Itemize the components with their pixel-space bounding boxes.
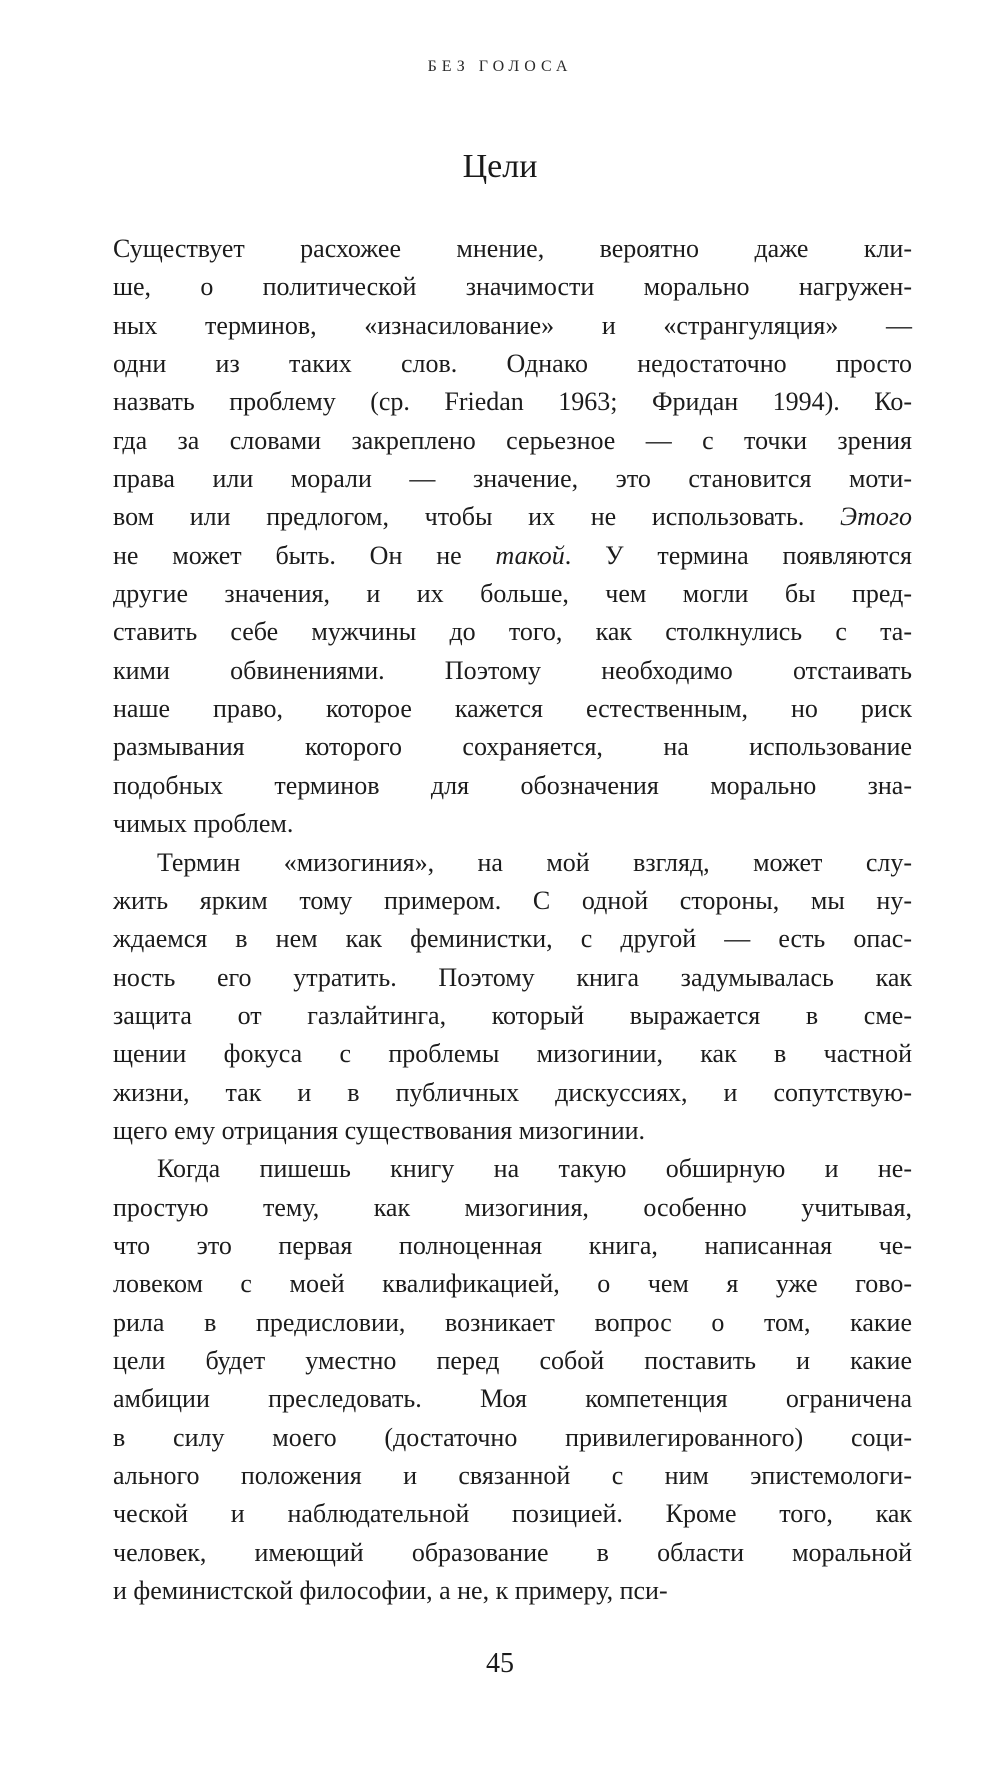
text-line-content: Когда пишешь книгу на такую обширную и не- — [157, 1154, 912, 1184]
text-line — [0, 728, 1000, 766]
text-line — [0, 383, 1000, 421]
text-line — [0, 1419, 1000, 1457]
text-line — [0, 844, 1000, 882]
text-line-content: защита от газлайтинга, который выражается в сме- — [113, 1000, 912, 1030]
text-line — [0, 920, 1000, 958]
text-line — [0, 1534, 1000, 1572]
text-line-content: размывания которого сохраняется, на использование — [113, 732, 912, 762]
text-line-content: цели будет уместно перед собой поставить и какие — [113, 1345, 912, 1375]
paragraph — [0, 1150, 1000, 1610]
text-line — [0, 690, 1000, 728]
text-line-content: не может быть. Он не такой. У термина появляются — [113, 540, 912, 570]
text-line-content: другие значения, и их больше, чем могли бы пред- — [113, 579, 912, 609]
text-line — [0, 767, 1000, 805]
text-line-content: щего ему отрицания существования мизогинии. — [113, 1115, 646, 1145]
text-line — [0, 422, 1000, 460]
text-line-content: ных терминов, «изнасилование» и «странгуляция» — — [113, 310, 912, 340]
text-line — [0, 1380, 1000, 1418]
running-head: БЕЗ ГОЛОСА — [427, 58, 573, 75]
text-line-content: гда за словами закреплено серьезное — с точки зрения — [113, 425, 912, 455]
text-line — [0, 882, 1000, 920]
text-line — [0, 1112, 1000, 1150]
text-line — [0, 1035, 1000, 1073]
text-line — [0, 1342, 1000, 1380]
text-line-content: человек, имеющий образование в области моральной — [113, 1537, 912, 1567]
text-line — [0, 997, 1000, 1035]
text-line — [0, 613, 1000, 651]
text-line — [0, 652, 1000, 690]
page-number: 45 — [486, 1648, 514, 1679]
text-line — [0, 345, 1000, 383]
text-line-content: Термин «мизогиния», на мой взгляд, может слу- — [157, 847, 912, 877]
text-line — [0, 307, 1000, 345]
text-line-content: жизни, так и в публичных дискуссиях, и сопутствую- — [113, 1077, 912, 1107]
text-line-content: ше, о политической значимости морально нагружен- — [113, 272, 912, 302]
text-line — [0, 268, 1000, 306]
text-line — [0, 805, 1000, 843]
text-line — [0, 1189, 1000, 1227]
text-line-content: ловеком с моей квалификацией, о чем я уже гово- — [113, 1269, 912, 1299]
text-line-content: рила в предисловии, возникает вопрос о том, какие — [113, 1307, 912, 1337]
text-line-content: подобных терминов для обозначения морально зна- — [113, 770, 912, 800]
text-line — [0, 230, 1000, 268]
text-line-content: что это первая полноценная книга, написанная че- — [113, 1230, 912, 1260]
text-line-content: ность его утратить. Поэтому книга задумывалась как — [113, 962, 912, 992]
text-line — [0, 1074, 1000, 1112]
text-line-content: одни из таких слов. Однако недостаточно просто — [113, 349, 912, 379]
text-line — [0, 1495, 1000, 1533]
text-line — [0, 460, 1000, 498]
text-line-content: в силу моего (достаточно привилегированного) соци- — [113, 1422, 912, 1452]
text-line-content: назвать проблему (ср. Friedan 1963; Фридан 1994). Ко- — [113, 387, 912, 417]
text-line-content: простую тему, как мизогиния, особенно учитывая, — [113, 1192, 912, 1222]
text-line-content: ального положения и связанной с ним эпистемологи- — [113, 1461, 912, 1490]
text-line — [0, 1304, 1000, 1342]
text-line-content: ставить себе мужчины до того, как столкнулись с та- — [113, 617, 912, 647]
text-line-content: щении фокуса с проблемы мизогинии, как в частной — [113, 1039, 912, 1069]
text-line-content: наше право, которое кажется естественным, но риск — [113, 694, 912, 724]
text-line-content: амбиции преследовать. Моя компетенция ограничена — [113, 1384, 912, 1414]
text-line — [0, 498, 1000, 536]
text-line — [0, 575, 1000, 613]
text-line-content: кими обвинениями. Поэтому необходимо отстаивать — [113, 655, 912, 685]
body-text — [0, 230, 1000, 1610]
text-line-content: вом или предлогом, чтобы их не использовать. Этого — [113, 502, 912, 532]
text-line-content: чимых проблем. — [113, 809, 294, 839]
text-line — [0, 1150, 1000, 1188]
text-line — [0, 959, 1000, 997]
text-line — [0, 1227, 1000, 1265]
text-line-content: жить ярким тому примером. С одной стороны, мы ну- — [113, 885, 912, 915]
text-line-content: Существует расхожее мнение, вероятно даже кли- — [113, 234, 912, 263]
section-title: Цели — [462, 148, 538, 185]
text-line — [0, 537, 1000, 575]
text-line-content: ждаемся в нем как феминистки, с другой — есть опас- — [113, 924, 912, 954]
text-line — [0, 1457, 1000, 1495]
paragraph — [0, 230, 1000, 844]
paragraph — [0, 844, 1000, 1151]
text-line-content: ческой и наблюдательной позицией. Кроме того, как — [113, 1499, 912, 1529]
text-line-content: права или морали — значение, это становится моти- — [113, 464, 912, 494]
text-line — [0, 1265, 1000, 1303]
text-line-content: и феминистской философии, а не, к примеру, пси- — [113, 1576, 668, 1606]
text-line — [0, 1572, 1000, 1610]
